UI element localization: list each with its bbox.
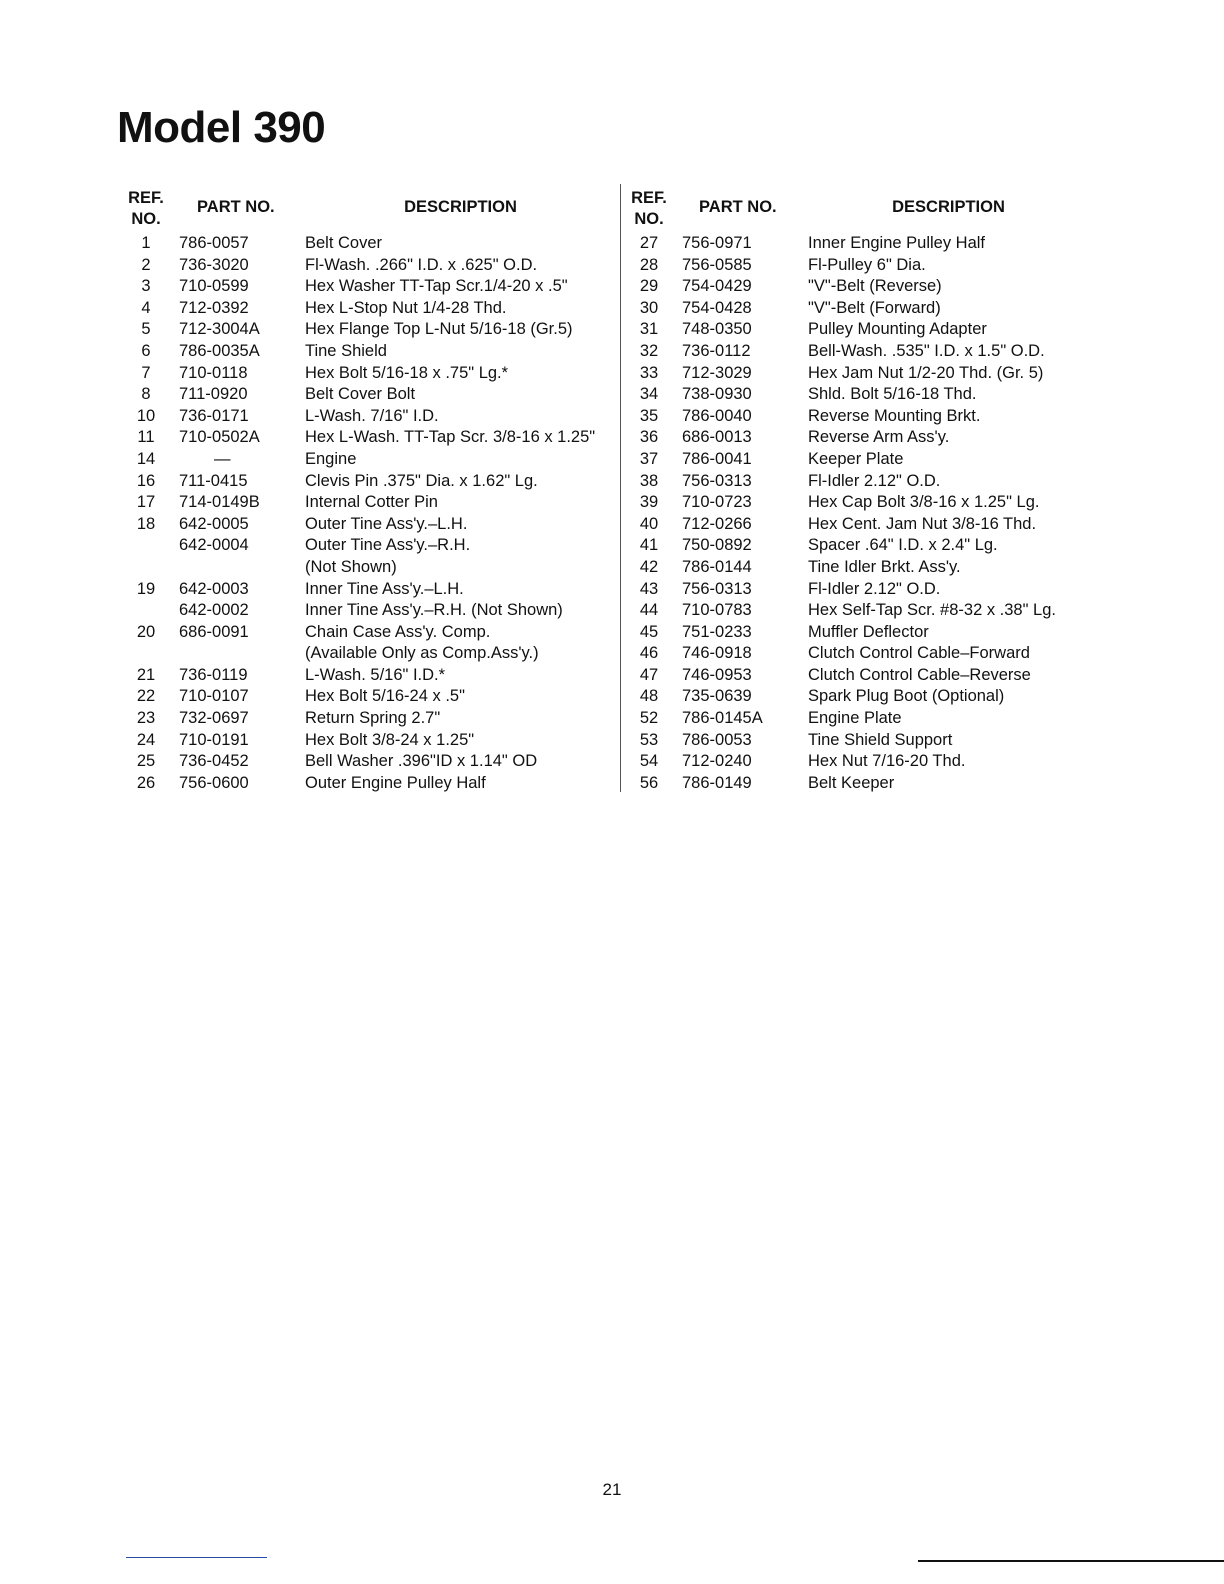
part-description: Muffler Deflector	[808, 622, 929, 641]
ref-number: 20	[136, 622, 156, 641]
table-row	[621, 319, 1091, 341]
part-description: Chain Case Ass'y. Comp.	[305, 622, 491, 641]
part-description: Inner Engine Pulley Half	[808, 234, 986, 252]
ref-number: 8	[141, 385, 151, 404]
part-number: 710-0107	[179, 687, 249, 706]
ref-no-header	[118, 188, 174, 230]
part-description: Inner Tine Ass'y.–L.H.	[305, 579, 464, 598]
part-description: Engine Plate	[808, 709, 902, 728]
table-row	[621, 730, 1091, 752]
part-number: 736-0452	[179, 752, 249, 771]
part-description: Belt Cover	[305, 234, 383, 252]
description-header: DESCRIPTION	[892, 198, 1005, 216]
part-description: Hex Bolt 5/16-18 x .75" Lg.*	[305, 363, 509, 382]
part-number: 748-0350	[682, 320, 752, 339]
table-row	[621, 276, 1091, 298]
table-row	[118, 427, 618, 449]
ref-number: 24	[136, 730, 156, 749]
part-description: Fl-Idler 2.12" O.D.	[808, 471, 941, 490]
parts-table-right	[621, 186, 1091, 794]
table-row	[621, 708, 1091, 730]
part-description: Clutch Control Cable–Forward	[808, 644, 1030, 663]
ref-number: 21	[136, 665, 156, 684]
part-description: Outer Engine Pulley Half	[305, 773, 486, 792]
table-row	[621, 686, 1091, 708]
table-row	[118, 276, 618, 298]
part-number: 786-0053	[682, 730, 752, 749]
part-description: "V"-Belt (Reverse)	[808, 277, 942, 296]
ref-number: 1	[141, 234, 151, 252]
part-description: Bell Washer .396"ID x 1.14" OD	[305, 752, 538, 771]
part-description: Bell-Wash. .535" I.D. x 1.5" O.D.	[808, 341, 1045, 360]
ref-number: 38	[639, 471, 659, 490]
footer-rule-left	[126, 1557, 267, 1558]
table-row	[118, 665, 618, 687]
description-header: DESCRIPTION	[404, 198, 517, 216]
table-row	[118, 492, 618, 514]
ref-number: 5	[141, 320, 151, 339]
ref-number: 40	[639, 514, 659, 533]
table-row	[118, 341, 618, 363]
table-row	[118, 751, 618, 773]
part-description: (Available Only as Comp.Ass'y.)	[305, 644, 539, 663]
part-number: 756-0971	[682, 234, 752, 252]
table-row	[621, 557, 1091, 579]
ref-number: 18	[136, 514, 156, 533]
ref-number: 37	[639, 449, 659, 468]
part-number: —	[214, 449, 231, 468]
table-row	[118, 471, 618, 493]
page-title: Model 390	[117, 103, 326, 152]
ref-number: 14	[136, 449, 156, 468]
table-row	[621, 643, 1091, 665]
table-row	[118, 708, 618, 730]
part-number: 711-0920	[179, 385, 248, 404]
part-description: Spacer .64" I.D. x 2.4" Lg.	[808, 536, 998, 555]
part-number: 710-0783	[682, 601, 752, 620]
part-description: (Not Shown)	[305, 557, 397, 576]
part-description: Hex Washer TT-Tap Scr.1/4-20 x .5"	[305, 277, 568, 296]
part-number: 736-0119	[179, 665, 248, 684]
part-description: Reverse Arm Ass'y.	[808, 428, 950, 447]
table-header	[621, 186, 1091, 232]
part-number: 712-0266	[682, 514, 752, 533]
table-row	[621, 471, 1091, 493]
part-no-header: PART NO.	[699, 198, 777, 216]
part-number: 756-0313	[682, 471, 752, 490]
part-description: Fl-Wash. .266" I.D. x .625" O.D.	[305, 255, 538, 274]
table-header	[118, 186, 618, 232]
part-number: 786-0145A	[682, 709, 763, 728]
table-row	[118, 449, 618, 471]
part-number: 642-0003	[179, 579, 249, 598]
table-row	[118, 319, 618, 341]
part-number: 710-0191	[179, 730, 249, 749]
table-row	[118, 514, 618, 536]
part-number: 786-0035A	[179, 341, 260, 360]
ref-number: 6	[141, 341, 151, 360]
ref-number: 36	[639, 428, 659, 447]
part-number: 642-0002	[179, 601, 249, 620]
part-description: Fl-Pulley 6" Dia.	[808, 255, 926, 274]
footer-rule-right	[918, 1560, 1224, 1562]
part-number: 686-0091	[179, 622, 249, 641]
part-number: 756-0585	[682, 255, 752, 274]
part-number: 746-0953	[682, 665, 752, 684]
ref-header-line2: NO.	[131, 210, 161, 228]
table-row	[621, 449, 1091, 471]
part-description: Reverse Mounting Brkt.	[808, 406, 981, 425]
ref-number: 52	[639, 709, 659, 728]
part-description: Clutch Control Cable–Reverse	[808, 665, 1031, 684]
part-description: Clevis Pin .375" Dia. x 1.62" Lg.	[305, 471, 538, 490]
ref-number: 22	[136, 687, 156, 706]
ref-number: 35	[639, 406, 659, 425]
ref-number: 3	[141, 277, 151, 296]
part-number: 712-0240	[682, 752, 752, 771]
table-row	[621, 298, 1091, 320]
ref-number: 41	[639, 536, 659, 555]
part-number: 710-0599	[179, 277, 249, 296]
table-row	[118, 730, 618, 752]
part-number: 686-0013	[682, 428, 752, 447]
ref-number: 19	[136, 579, 156, 598]
part-description: Engine	[305, 449, 357, 468]
table-row	[621, 427, 1091, 449]
part-number: 754-0429	[682, 277, 752, 296]
part-description: L-Wash. 7/16" I.D.	[305, 406, 439, 425]
part-description: Hex L-Wash. TT-Tap Scr. 3/8-16 x 1.25"	[305, 428, 596, 447]
part-description: Inner Tine Ass'y.–R.H. (Not Shown)	[305, 601, 563, 620]
ref-number: 44	[639, 601, 659, 620]
table-row	[118, 406, 618, 428]
ref-number: 32	[639, 341, 659, 360]
part-number: 786-0057	[179, 234, 249, 252]
table-row	[118, 363, 618, 385]
ref-number: 23	[136, 709, 156, 728]
part-number: 732-0697	[179, 709, 249, 728]
table-row	[118, 233, 618, 255]
part-number: 714-0149B	[179, 493, 260, 512]
table-row	[118, 643, 618, 665]
part-description: Belt Cover Bolt	[305, 385, 416, 404]
page-number: 21	[602, 1480, 622, 1499]
table-row	[621, 535, 1091, 557]
part-description: Fl-Idler 2.12" O.D.	[808, 579, 941, 598]
part-number: 710-0118	[179, 363, 248, 382]
table-row	[621, 255, 1091, 277]
table-body	[621, 233, 1091, 794]
table-row	[621, 384, 1091, 406]
part-description: Hex Nut 7/16-20 Thd.	[808, 752, 966, 771]
part-number: 746-0918	[682, 644, 752, 663]
ref-number: 7	[141, 363, 151, 382]
ref-number: 42	[639, 557, 659, 576]
table-row	[118, 535, 618, 557]
part-description: Outer Tine Ass'y.–R.H.	[305, 536, 471, 555]
ref-number: 27	[639, 234, 659, 252]
ref-number: 10	[136, 406, 156, 425]
ref-number: 56	[639, 773, 659, 792]
part-description: Return Spring 2.7"	[305, 709, 441, 728]
part-description: Hex Jam Nut 1/2-20 Thd. (Gr. 5)	[808, 363, 1044, 382]
ref-number: 34	[639, 385, 659, 404]
part-description: Spark Plug Boot (Optional)	[808, 687, 1005, 706]
part-number: 756-0600	[179, 773, 249, 792]
table-row	[621, 600, 1091, 622]
part-number: 712-3004A	[179, 320, 260, 339]
ref-number: 31	[639, 320, 659, 339]
part-description: Outer Tine Ass'y.–L.H.	[305, 514, 468, 533]
part-number: 711-0415	[179, 471, 248, 490]
table-row	[118, 600, 618, 622]
ref-number: 33	[639, 363, 659, 382]
table-row	[118, 255, 618, 277]
part-number: 736-0171	[179, 406, 249, 425]
ref-number: 54	[639, 752, 659, 771]
ref-number: 39	[639, 493, 659, 512]
part-description: Hex Self-Tap Scr. #8-32 x .38" Lg.	[808, 601, 1056, 620]
ref-number: 28	[639, 255, 659, 274]
ref-number: 11	[137, 428, 155, 447]
ref-number: 48	[639, 687, 659, 706]
ref-number: 30	[639, 298, 659, 317]
ref-number: 43	[639, 579, 659, 598]
ref-number: 4	[141, 298, 151, 317]
part-number: 756-0313	[682, 579, 752, 598]
table-row	[118, 622, 618, 644]
part-description: "V"-Belt (Forward)	[808, 298, 941, 317]
ref-header-line2: NO.	[634, 210, 664, 228]
part-description: Keeper Plate	[808, 449, 904, 468]
part-number: 786-0149	[682, 773, 752, 792]
table-row	[621, 341, 1091, 363]
part-number: 786-0144	[682, 557, 752, 576]
ref-header-line1: REF.	[128, 189, 164, 207]
table-body	[118, 233, 618, 794]
table-row	[621, 406, 1091, 428]
table-row	[118, 298, 618, 320]
part-number: 642-0005	[179, 514, 249, 533]
table-row	[621, 363, 1091, 385]
table-row	[621, 622, 1091, 644]
part-description: Hex Bolt 5/16-24 x .5"	[305, 687, 465, 706]
part-description: Shld. Bolt 5/16-18 Thd.	[808, 385, 977, 404]
part-number: 750-0892	[682, 536, 752, 555]
part-number: 736-3020	[179, 255, 249, 274]
part-number: 786-0040	[682, 406, 752, 425]
ref-number: 17	[136, 493, 156, 512]
table-row	[621, 579, 1091, 601]
table-row	[621, 665, 1091, 687]
part-number: 710-0723	[682, 493, 752, 512]
part-description: Internal Cotter Pin	[305, 493, 438, 512]
part-description: Pulley Mounting Adapter	[808, 320, 987, 339]
ref-number: 25	[136, 752, 156, 771]
part-number: 642-0004	[179, 536, 249, 555]
table-row	[621, 514, 1091, 536]
part-description: Tine Idler Brkt. Ass'y.	[808, 557, 961, 576]
table-row	[118, 384, 618, 406]
ref-number: 16	[136, 471, 156, 490]
part-description: L-Wash. 5/16" I.D.*	[305, 665, 446, 684]
part-description: Belt Keeper	[808, 773, 895, 792]
ref-number: 45	[639, 622, 659, 641]
part-number: 754-0428	[682, 298, 752, 317]
part-description: Hex L-Stop Nut 1/4-28 Thd.	[305, 298, 507, 317]
ref-number: 2	[141, 255, 151, 274]
part-number: 712-0392	[179, 298, 249, 317]
part-description: Hex Cap Bolt 3/8-16 x 1.25" Lg.	[808, 493, 1040, 512]
ref-number: 26	[136, 773, 156, 792]
ref-no-header	[621, 188, 677, 230]
part-description: Hex Bolt 3/8-24 x 1.25"	[305, 730, 475, 749]
part-number: 751-0233	[682, 622, 752, 641]
table-row	[621, 773, 1091, 795]
table-row	[621, 233, 1091, 255]
part-number: 710-0502A	[179, 428, 260, 447]
ref-header-line1: REF.	[631, 189, 667, 207]
part-number: 786-0041	[682, 449, 752, 468]
part-description: Tine Shield	[305, 341, 387, 360]
part-no-header: PART NO.	[197, 198, 275, 216]
part-description: Hex Flange Top L-Nut 5/16-18 (Gr.5)	[305, 320, 573, 339]
ref-number: 53	[639, 730, 659, 749]
table-row	[621, 492, 1091, 514]
ref-number: 29	[639, 277, 659, 296]
ref-number: 47	[639, 665, 659, 684]
table-row	[621, 751, 1091, 773]
table-row	[118, 579, 618, 601]
table-row	[118, 773, 618, 795]
part-number: 738-0930	[682, 385, 752, 404]
part-number: 712-3029	[682, 363, 752, 382]
table-row	[118, 557, 618, 579]
ref-number: 46	[639, 644, 659, 663]
parts-table-left	[118, 186, 618, 794]
part-description: Tine Shield Support	[808, 730, 953, 749]
part-number: 735-0639	[682, 687, 752, 706]
table-row	[118, 686, 618, 708]
part-number: 736-0112	[682, 341, 751, 360]
part-description: Hex Cent. Jam Nut 3/8-16 Thd.	[808, 514, 1037, 533]
